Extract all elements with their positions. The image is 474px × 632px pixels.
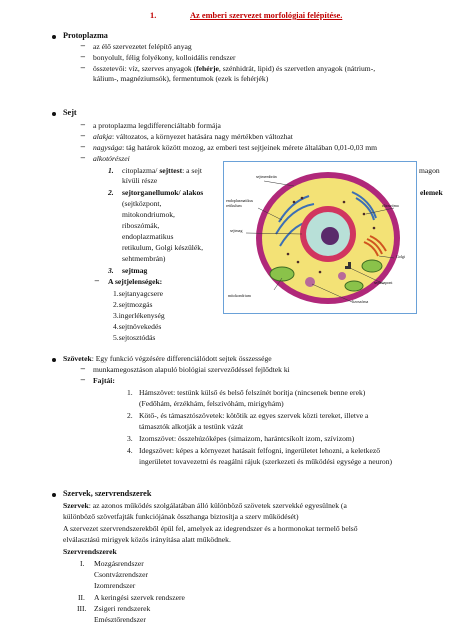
label-ribosome: riboszóma [382,203,399,208]
label-er: endoplazmatikus [226,198,254,203]
tissue-item-cont: ingerületet tovavezetni és reagálni rájuk (szerkezeti és működési egysége a neuron) [139,457,393,466]
text-run-bold: fehérje [196,64,219,73]
arrow-bullet: − [94,277,100,285]
row-label: Zsigeri rendszerek [94,604,151,613]
bullet-dot [52,493,56,497]
tissue-item: Idegszövet: képes a környezet hatásait felfogni, ingerületet lehozni, a keletkező [139,446,380,455]
sejt-heading: Sejt [63,108,77,117]
text-run-bold: sejttest [159,166,183,175]
list-item: 2.sejtmozgás [113,300,153,309]
row-number: I. [80,559,85,568]
tissue-item: Izomszövet: összehúzóképes (simaizom, harántcsíkolt izom, szívizom) [139,434,355,443]
tissue-item-cont: (Fedőhám, érzékhám, felszívóhám, mirigyhám) [139,399,284,408]
proto-line: kálium-, magnéziumsók), fermentumok (ezek is fehérjék) [93,74,269,83]
szervek-line: elválasztású mirigyek közös irányítása alatt működnek. [63,535,231,544]
part-2-cont: riboszómák, [122,221,160,230]
part-1-cont: kívüli része [122,176,158,185]
label-nucleus: sejtmag [230,228,243,233]
mitochondrion-shape [270,267,294,281]
arrow-bullet: − [80,42,86,50]
text-run-italic: alakja [93,132,112,141]
list-item: 1.sejtanyagcsere [113,289,163,298]
row-number: III. [77,604,87,613]
part-1-tail: magon [419,166,440,175]
label-membrane: sejtmembrán [256,174,277,179]
bullet-dot [52,35,56,39]
tissue-item: Kötő-, és támasztószövetek: kötőtik az egyes szervek közti tereket, illetve a [139,411,369,420]
text-run: : az azonos működés szolgálatában álló különböző szövetek szervekké egyesülnek (a [88,501,347,510]
title-number: 1. [150,11,157,20]
szervek-line [63,501,347,510]
row-number: II. [78,593,85,602]
bullet-dot [52,112,56,116]
arrow-bullet: − [80,376,86,384]
label-golgi: Golgi [396,254,406,259]
fajtai-heading: Fajtái: [93,376,115,385]
szervek-heading: Szervek, szervrendszerek [63,489,152,498]
proto-line: bonyolult, félig folyékony, kolloidális rendszer [93,53,236,62]
text-run: , szénhidrát, lipid) és szervetlen anyagok (nátrium-, [218,64,376,73]
arrow-bullet: − [80,121,86,129]
label-lysosome: lizoszóma [352,299,369,304]
tissue-number: 1. [127,388,133,397]
part-number: 2. [108,188,114,197]
cell-illustration [224,162,416,313]
protoplazma-heading: Protoplazma [63,31,108,40]
list-item: 3.ingerlékenység [113,311,165,320]
szovetek-heading: Szövetek [63,354,92,363]
arrow-bullet: − [80,365,86,373]
label-er-2: retikulum [226,203,242,208]
proto-line: az élő szervezetet felépítő anyag [93,42,192,51]
part-number: 3. [108,266,114,275]
sejt-line: a protoplazma legdifferenciáltabb formája [93,121,221,130]
arrow-bullet: − [80,53,86,61]
proto-line-composition [93,64,375,73]
text-run: citoplazma/ [122,166,160,175]
part-2-cont: mitokondriumok, [122,210,175,219]
tissue-number: 2. [127,411,133,420]
text-run: összetevői: víz, szerves anyagok ( [93,64,197,73]
arrow-bullet: − [80,154,86,162]
text-run-italic: nagysága [93,143,123,152]
szovetek-line: munkamegosztáson alapuló biológiai szerveződéssel fejlődtek ki [93,365,290,374]
lysosome-shape [338,272,346,280]
szervek-line: különböző szövetfajták funkciójának összhanga biztosítja a szerv működését) [63,512,299,521]
sejt-line-size [93,143,377,152]
szervek-line: A szervezet szervrendszerekből épül fel, amelyek az idegrendszer és a hormonokat termelő belső [63,524,358,533]
szervrendszerek-heading: Szervrendszerek [63,547,117,556]
lysosome-shape [305,277,315,287]
row-label: Emésztőrendszer [94,615,146,624]
arrow-bullet: − [80,132,86,140]
row-label: Mozgásrendszer [94,559,144,568]
page-title: Az emberi szervezet morfológiai felépítése. [190,11,343,20]
part-2-tail: elemek [420,188,443,197]
list-item: 4.sejtnövekedés [113,322,162,331]
szovetek-line [63,354,272,363]
row-label: Csontvázrendszer [94,570,148,579]
text-run-bold: Szervek [63,501,89,510]
text-run: : Egy funkció végzésére differenciálódott sejtek összessége [91,354,272,363]
part-2-cont: sehtmembrán) [122,254,166,263]
part-3: sejtmag [122,266,148,275]
part-2-cont: retikulum, Golgi készülék, [122,243,203,252]
part-2-cont: (sejtközpont, [122,199,162,208]
sejtjelensegek-heading: A sejtjelenségek: [108,277,163,286]
sejt-line-shape [93,132,293,141]
tissue-number: 4. [127,446,133,455]
label-centrosome: sejtközpont [374,280,393,285]
text-run: : a sejt [182,166,202,175]
cell-diagram-frame [223,161,417,314]
part-number: 1. [108,166,114,175]
arrow-bullet: − [80,64,86,72]
part-1 [122,166,202,175]
arrow-bullet: − [80,143,86,151]
text-run: : változatos, a környezet hatására nagy mértékben változhat [111,132,293,141]
list-item: 5.sejtosztódás [113,333,156,342]
nucleolus-shape [321,227,339,245]
label-mitochondrion: mitokondrium [228,293,251,298]
mitochondrion-shape [345,281,363,291]
text-run: : tág határok között mozog, az emberi test sejtjeinek mérete általában 0,01-0,03 mm [122,143,378,152]
row-label: A keringési szervek rendszere [94,593,185,602]
bullet-dot [52,358,56,362]
mitochondrion-shape [362,260,382,272]
tissue-item: Hámszövet: testünk külső és belső felszínét borítja (nincsenek benne erek) [139,388,366,397]
centrosome-shape [348,262,351,268]
part-2-cont: endoplazmatikus [122,232,174,241]
part-2: sejtorganellumok/ alakos [122,188,204,197]
row-label: Izomrendszer [94,581,136,590]
sejt-line-parts: alkotórészei [93,154,130,163]
tissue-number: 3. [127,434,133,443]
tissue-item-cont: támasztók alkotják a testünk vázát [139,422,244,431]
